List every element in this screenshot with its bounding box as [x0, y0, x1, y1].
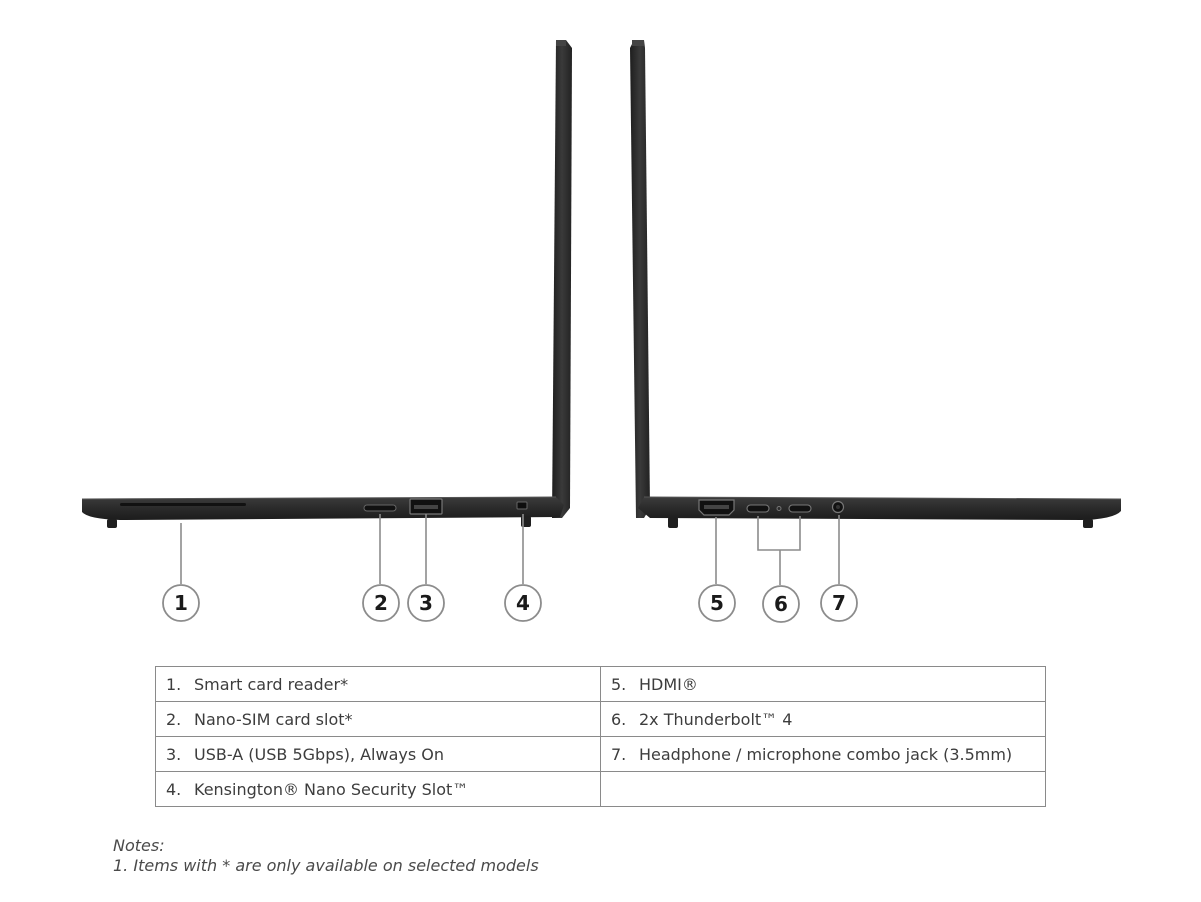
item-number: 4. — [166, 779, 182, 799]
callout-5-label: 5 — [710, 591, 724, 615]
item-label: Kensington® Nano Security Slot™ — [194, 779, 469, 799]
laptop-right-side-view — [630, 40, 1121, 528]
callout-7-label: 7 — [832, 591, 846, 615]
smart-card-reader-slot — [120, 503, 246, 506]
callout-4 — [505, 585, 541, 621]
item-label: 2x Thunderbolt™ 4 — [639, 709, 793, 729]
table-cell — [601, 667, 1046, 702]
table-cell — [156, 737, 601, 772]
table-cell — [156, 667, 601, 702]
table-row — [156, 667, 1046, 702]
item-number: 2. — [166, 709, 182, 729]
callout-leader-lines — [181, 514, 839, 585]
callout-2 — [363, 585, 399, 621]
table-cell — [601, 702, 1046, 737]
callout-6-label: 6 — [774, 592, 788, 616]
callout-4-label: 4 — [516, 591, 530, 615]
item-number: 1. — [166, 674, 182, 694]
item-label: Nano-SIM card slot* — [194, 709, 353, 729]
table-cell — [156, 702, 601, 737]
item-label: Smart card reader* — [194, 674, 349, 694]
item-number: 6. — [611, 709, 627, 729]
callout-5 — [699, 585, 735, 621]
thunderbolt-port-2 — [789, 505, 811, 512]
left-laptop-base — [82, 497, 564, 520]
callout-3 — [408, 585, 444, 621]
table-cell — [601, 737, 1046, 772]
callout-1-label: 1 — [174, 591, 188, 615]
item-number: 7. — [611, 744, 627, 764]
right-laptop-lid — [630, 40, 650, 518]
item-label: HDMI® — [639, 674, 698, 694]
laptop-left-side-view — [82, 40, 572, 528]
callout-7 — [821, 585, 857, 621]
nano-sim-slot — [364, 505, 396, 511]
kensington-slot — [517, 502, 527, 509]
table-row — [156, 737, 1046, 772]
table-cell — [156, 772, 601, 807]
item-label: USB-A (USB 5Gbps), Always On — [194, 744, 445, 764]
callout-1 — [163, 585, 199, 621]
callout-2-label: 2 — [374, 591, 388, 615]
notes-heading: Notes: — [113, 836, 165, 855]
callout-6 — [763, 586, 799, 622]
left-laptop-lid — [552, 40, 572, 518]
item-number: 5. — [611, 674, 627, 694]
table-row — [156, 702, 1046, 737]
callout-3-label: 3 — [419, 591, 433, 615]
notes-section — [113, 836, 539, 876]
note-item: 1. Items with * are only available on selected models — [113, 856, 539, 875]
port-legend-table — [155, 666, 1046, 807]
thunderbolt-port-1 — [747, 505, 769, 512]
table-cell-empty — [601, 772, 1046, 807]
item-number: 3. — [166, 744, 182, 764]
item-label: Headphone / microphone combo jack (3.5mm) — [639, 744, 1013, 764]
table-row — [156, 772, 1046, 807]
